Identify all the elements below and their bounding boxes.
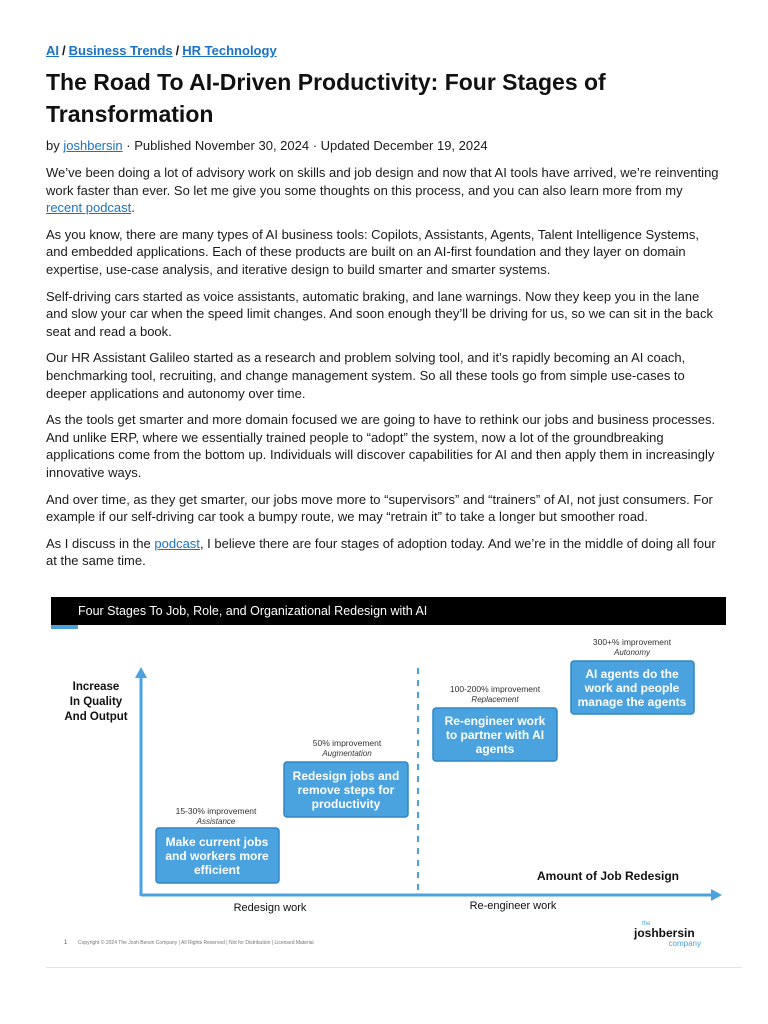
paragraph-1-text: We’ve been doing a lot of advisory work on skills and job design and now that AI tools have arrived, we’re reinventing work faster than ever. So let me give you some thoughts on this process, and you can also learn more from my	[46, 165, 719, 198]
slide-page-number: 1	[64, 940, 68, 946]
paragraph-6: And over time, as they get smarter, our jobs move more to “supervisors” and “trainers” of AI, not just consumers. For example if our self-driving car took a bumpy route, we may “retrain it” to take a longer but smoother road.	[46, 491, 713, 525]
content-divider	[46, 967, 742, 968]
x-axis-arrow-icon	[711, 889, 722, 901]
y-axis-label-line1: Increase	[72, 681, 120, 693]
y-axis-label-line2: In Quality	[69, 696, 123, 708]
stage-4-type: Autonomy	[613, 648, 651, 657]
paragraph-5: As the tools get smarter and more domain focused we are going to have to rethink our jobs and business processes. And unlike ERP, where we essentially trained people to “adopt” the system, now a lot of the groundbreaking applications come from the bottom up. Individuals will discover capabilities for AI and then apply them in increasingly innovative ways.	[46, 412, 716, 480]
stage-1-line3: efficient	[193, 863, 241, 877]
breadcrumb	[46, 40, 722, 62]
byline-by: by	[46, 138, 60, 153]
stage-4-line3: manage the agents	[577, 695, 687, 709]
breadcrumb-link-ai[interactable]: AI	[46, 43, 59, 58]
stage-2-line2: remove steps for	[297, 783, 395, 797]
logo-company: company	[668, 939, 701, 948]
page-title-line2: Transformation	[46, 101, 214, 127]
stage-3-improvement: 100-200% improvement	[449, 684, 541, 694]
stage-3-line3: agents	[475, 742, 515, 756]
podcast-link[interactable]: podcast	[154, 535, 200, 551]
x-axis-label: Amount of Job Redesign	[537, 869, 679, 883]
stage-1-improvement: 15-30% improvement	[175, 806, 257, 816]
paragraph-3: Self-driving cars started as voice assistants, automatic braking, and lane warnings. Now they keep you in the lane and slow your car when the speed limit changes. And soon enough they’ll be driving for us, so we can sit in the back seat and read a book.	[46, 288, 713, 339]
stage-1-type: Assistance	[196, 817, 236, 826]
paragraph-2: As you know, there are many types of AI business tools: Copilots, Assistants, Agents, Talent Intelligence Systems, and embedded applications. Each of these products are built on an AI-first foundation and they layer on domain expertise, use-case analysis, and iterative design to build smarter and smarter systems.	[46, 226, 699, 277]
stages-figure	[46, 594, 730, 954]
figure-title: Four Stages To Job, Role, and Organizational Redesign with AI	[78, 604, 428, 618]
y-axis-label-line3: And Output	[64, 711, 128, 723]
paragraph-1	[46, 164, 722, 217]
copyright-notice: Copyright © 2024 The Josh Bersin Company | All Rights Reserved | Not for Distribution | Licensed Material	[78, 940, 314, 946]
joshbersin-logo	[633, 921, 701, 948]
recent-podcast-link[interactable]: recent podcast	[46, 200, 132, 216]
paragraph-7	[46, 535, 722, 570]
stage-2-line1: Redesign jobs and	[292, 769, 400, 783]
paragraph-7-end: , I believe there are four stages of adoption today. And we’re in the middle of doing all four at the same time.	[46, 535, 716, 569]
stage-1-line2: and workers more	[165, 849, 269, 863]
paragraph-1-end: .	[131, 200, 135, 216]
breadcrumb-separator: /	[62, 43, 66, 58]
stage-2-line3: productivity	[311, 797, 381, 811]
stage-3-type: Replacement	[471, 695, 519, 704]
reengineer-work-label: Re-engineer work	[469, 900, 557, 912]
stage-2-type: Augmentation	[322, 749, 372, 758]
stage-4-line1: AI agents do the	[585, 667, 679, 681]
page-title	[46, 66, 722, 130]
byline	[46, 136, 722, 156]
stage-4-improvement: 300+% improvement	[592, 637, 672, 647]
paragraph-4: Our HR Assistant Galileo started as a research and problem solving tool, and it’s rapidly becoming an AI coach, benchmarking tool, recruiting, and change management system. So all these tools go from simple use-cases to deeper applications and autonomy over time.	[46, 350, 686, 401]
stage-4-line2: work and people	[584, 681, 680, 695]
stage-1-line1: Make current jobs	[165, 835, 269, 849]
paragraph-7-start: As I discuss in the	[46, 535, 155, 551]
stage-3-line1: Re-engineer work	[444, 714, 546, 728]
stages-diagram	[46, 594, 730, 954]
publish-dates: · Published November 30, 2024 · Updated December 19, 2024	[126, 138, 488, 153]
logo-the: the	[642, 921, 651, 927]
breadcrumb-link-hr-technology[interactable]: HR Technology	[182, 43, 277, 58]
page-title-line1: The Road To AI-Driven Productivity: Four Stages of	[46, 69, 606, 95]
redesign-work-label: Redesign work	[233, 902, 307, 914]
breadcrumb-link-business-trends[interactable]: Business Trends	[68, 43, 173, 58]
logo-main: joshbersin	[634, 926, 695, 940]
author-link[interactable]: joshbersin	[63, 138, 123, 153]
figure-header-accent	[51, 625, 78, 629]
breadcrumb-separator: /	[175, 43, 180, 58]
stage-2-improvement: 50% improvement	[312, 738, 382, 748]
y-axis-arrow-icon	[135, 667, 147, 678]
stage-3-line2: to partner with AI	[445, 728, 545, 742]
article-content	[46, 40, 722, 579]
